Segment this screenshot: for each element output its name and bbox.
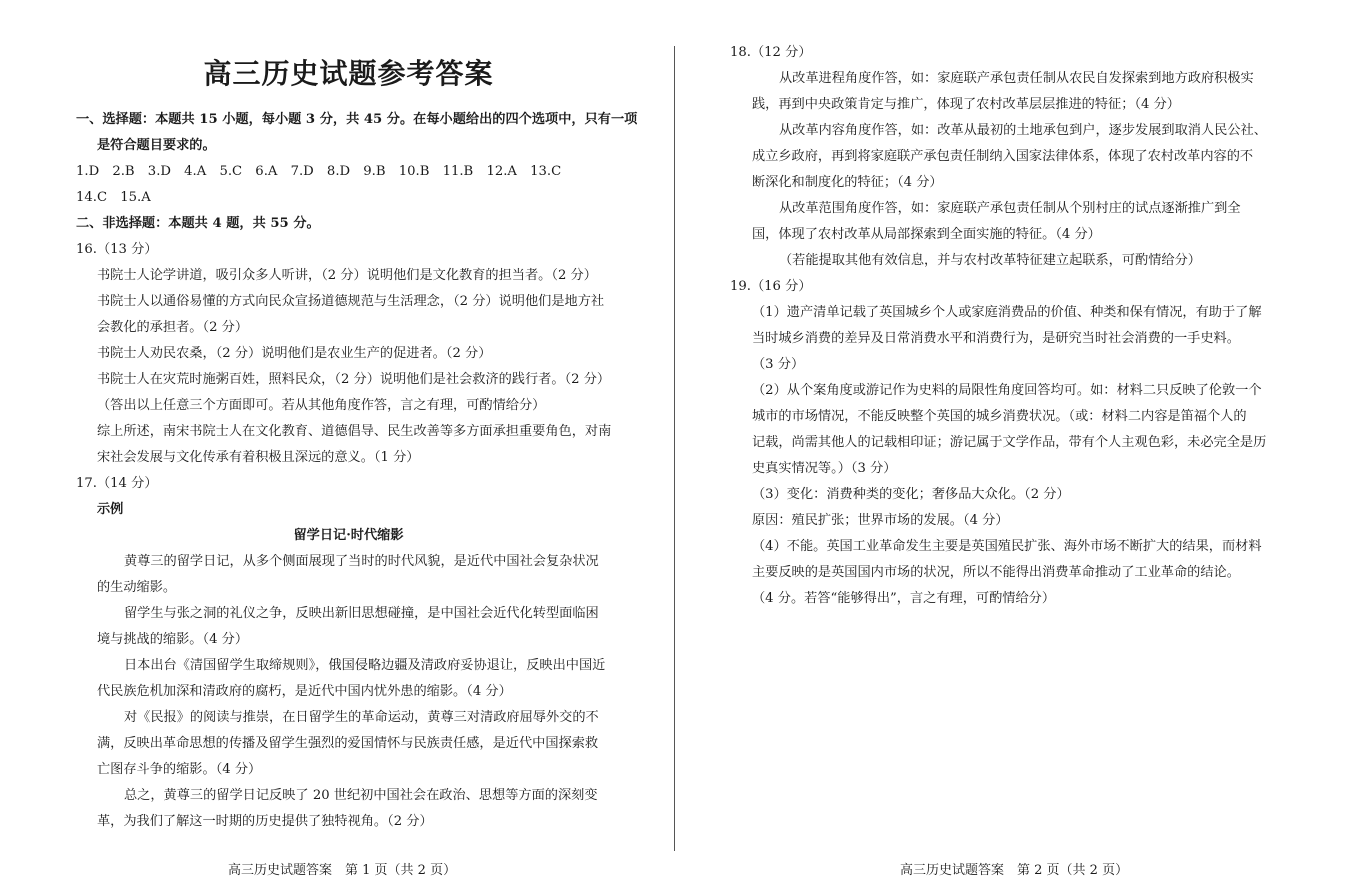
text-line: （3 分）	[752, 357, 805, 372]
text-line: 会教化的承担者。（2 分）	[97, 320, 249, 335]
page2-footer: 高三历史试题答案 第 2 页（共 2 页）	[900, 863, 1129, 878]
text-line: 宋社会发展与文化传承有着积极且深远的意义。（1 分）	[97, 450, 420, 465]
text-line: 境与挑战的缩影。（4 分）	[97, 632, 249, 647]
text-line: 史真实情况等。）（3 分）	[752, 461, 897, 476]
text-line: 践，再到中央政策肯定与推广，体现了农村改革层层推进的特征；（4 分）	[752, 97, 1180, 112]
question-number: 16.（13 分）	[76, 242, 158, 257]
text-line: 城市的市场情况，不能反映整个英国的城乡消费状况。（或：材料二内容是笛福个人的	[752, 409, 1247, 424]
text-line: 综上所述，南宋书院士人在文化教育、道德倡导、民生改善等多方面承担重要角色，对南	[97, 424, 612, 439]
column-divider	[674, 46, 675, 851]
text-line: 从改革范围角度作答，如：家庭联产承包责任制从个别村庄的试点逐渐推广到全	[779, 201, 1241, 216]
text-line: 从改革进程角度作答，如：家庭联产承包责任制从农民自发探索到地方政府积极实	[779, 71, 1254, 86]
text-line: 国，体现了农村改革从局部探索到全面实施的特征。（4 分）	[752, 227, 1101, 242]
section-heading-open: 二、非选择题：本题共 4 题，共 55 分。	[76, 216, 320, 231]
question-number: 17.（14 分）	[76, 476, 158, 491]
text-line: 书院士人论学讲道，吸引众多人听讲，（2 分）说明他们是文化教育的担当者。（2 分）	[97, 268, 597, 283]
text-line: 断深化和制度化的特征；（4 分）	[752, 175, 943, 190]
text-line: （答出以上任意三个方面即可。若从其他角度作答，言之有理，可酌情给分）	[97, 398, 546, 413]
text-line: （1）遗产清单记载了英国城乡个人或家庭消费品的价值、种类和保有情况，有助于了解	[752, 305, 1262, 320]
answer-key-line: 1.D 2.B 3.D 4.A 5.C 6.A 7.D 8.D 9.B 10.B 11.B 12.A 13.C	[76, 164, 562, 179]
text-line: 的生动缩影。	[97, 580, 177, 595]
text-line: 总之，黄尊三的留学日记反映了 20 世纪初中国社会在政治、思想等方面的深刻变	[124, 788, 598, 803]
text-line: （若能提取其他有效信息，并与农村改革特征建立起联系，可酌情给分）	[779, 253, 1201, 268]
text-line: 书院士人以通俗易懂的方式向民众宣扬道德规范与生活理念，（2 分）说明他们是地方社	[97, 294, 605, 309]
text-line: 是符合题目要求的。	[97, 138, 216, 153]
text-line: 对《民报》的阅读与推崇，在日留学生的革命运动，黄尊三对清政府屈辱外交的不	[124, 710, 599, 725]
text-line: 亡图存斗争的缩影。（4 分）	[97, 762, 262, 777]
text-line: （2）从个案角度或游记作为史料的局限性角度回答均可。如：材料二只反映了伦敦一个	[752, 383, 1262, 398]
text-line: 主要反映的是英国国内市场的状况，所以不能得出消费革命推动了工业革命的结论。	[752, 565, 1240, 580]
essay-title: 留学日记·时代缩影	[293, 528, 404, 543]
text-line: 记载，尚需其他人的记载相印证；游记属于文学作品，带有个人主观色彩，未必完全是历	[752, 435, 1267, 450]
page1-footer: 高三历史试题答案 第 1 页（共 2 页）	[228, 863, 457, 878]
page-title: 高三历史试题参考答案	[203, 57, 494, 90]
example-label: 示例	[97, 502, 124, 517]
section-heading-choice: 一、选择题：本题共 15 小题，每小题 3 分，共 45 分。在每小题给出的四个选项中，只有一项	[76, 112, 638, 127]
question-number: 19.（16 分）	[730, 279, 812, 294]
text-line: 黄尊三的留学日记，从多个侧面展现了当时的时代风貌，是近代中国社会复杂状况	[124, 554, 599, 569]
text-line: 原因：殖民扩张；世界市场的发展。（4 分）	[752, 513, 1009, 528]
answer-key-line: 14.C 15.A	[76, 190, 151, 205]
text-line: （4）不能。英国工业革命发生主要是英国殖民扩张、海外市场不断扩大的结果，而材料	[752, 539, 1262, 554]
text-line: （4 分。若答“能够得出”，言之有理，可酌情给分）	[752, 591, 1056, 606]
text-line: 当时城乡消费的差异及日常消费水平和消费行为，是研究当时社会消费的一手史料。	[752, 331, 1240, 346]
text-line: 从改革内容角度作答，如：改革从最初的土地承包到户，逐步发展到取消人民公社、	[779, 123, 1267, 138]
text-line: 书院士人在灾荒时施粥百姓，照料民众，（2 分）说明他们是社会救济的践行者。（2 分）	[97, 372, 611, 387]
text-line: 日本出台《清国留学生取缔规则》，俄国侵略边疆及清政府妥协退让，反映出中国近	[124, 658, 606, 673]
text-line: 成立乡政府，再到将家庭联产承包责任制纳入国家法律体系，体现了农村改革内容的不	[752, 149, 1254, 164]
text-line: 留学生与张之洞的礼仪之争，反映出新旧思想碰撞，是中国社会近代化转型面临困	[124, 606, 599, 621]
text-line: 满，反映出革命思想的传播及留学生强烈的爱国情怀与民族责任感，是近代中国探索救	[97, 736, 599, 751]
text-line: 代民族危机加深和清政府的腐朽，是近代中国内忧外患的缩影。（4 分）	[97, 684, 512, 699]
text-line: （3）变化：消费种类的变化；奢侈品大众化。（2 分）	[752, 487, 1070, 502]
text-line: 书院士人劝民农桑，（2 分）说明他们是农业生产的促进者。（2 分）	[97, 346, 492, 361]
text-line: 革，为我们了解这一时期的历史提供了独特视角。（2 分）	[97, 814, 433, 829]
question-number: 18.（12 分）	[730, 45, 812, 60]
